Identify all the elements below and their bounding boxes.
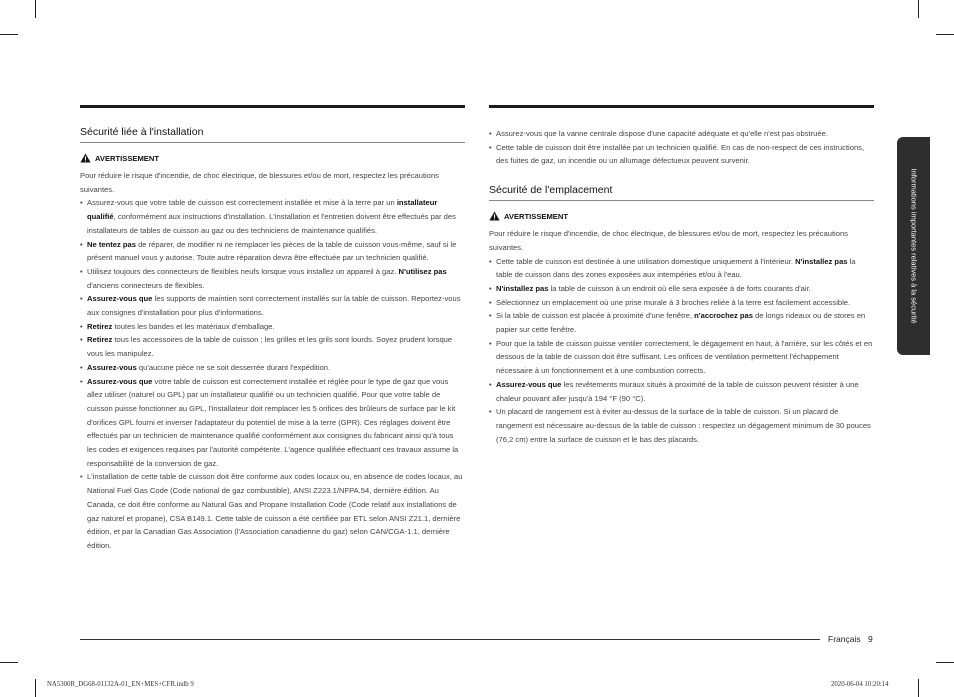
bullet-item	[80, 320, 465, 334]
bullet-text: , conformément aux instructions d'installation. L'installation et l'entretien doivent être effectués par des installateurs de tables de cuisson au gaz ou des techniciens de maintenance qualifiés.	[87, 212, 456, 235]
bullet-item	[489, 405, 874, 446]
bullet-item	[489, 141, 874, 168]
bullet-item	[80, 470, 465, 552]
footer-rule	[80, 639, 820, 640]
bullet-text: qu'aucune pièce ne se soit desserrée durant l'expédition.	[136, 362, 331, 372]
warning-label: AVERTISSEMENT	[504, 211, 568, 221]
warning-header	[489, 211, 874, 221]
crop-mark	[35, 0, 36, 18]
bullet-item	[80, 292, 465, 319]
bullet-item	[80, 361, 465, 375]
warning-header	[80, 153, 465, 163]
bullet-text: les supports de maintien sont correctement installés sur la table de cuisson. Reportez-vous aux consignes d'installation pour plus d'informations.	[87, 294, 461, 318]
bullet-text: toutes les bandes et les matériaux d'emballage.	[112, 321, 275, 331]
bullet-item	[80, 333, 465, 360]
bullet-text: votre table de cuisson est correctement installée et réglée pour le type de gaz que vous allez utiliser (naturel ou GPL) par un installateur qualifié ou un technicien qualifié. Pour que votre table de cuisson puisse fonctionner au GPL, l'installateur doit remplacer les 5 orifices des brûleurs de surface par le kit d'orifices GPL fourni et inverser l'adaptateur du potentiel de mise à la terre (GPR). Ces réglages doivent être effectués par un technicien de maintenance qualifié conformément aux consignes du fabricant ainsi qu'à tous les codes et exigences requises par l'autorité compétente. L'agence qualifiée effectuant ces travaux assume la responsabilité de la conversion de gaz.	[87, 376, 459, 468]
crop-mark	[35, 679, 36, 697]
bullet-text: Un placard de rangement est à éviter au-dessus de la surface de la table de cuisson. Si un placard de rangement est nécessaire au-dessus de la table de cuisson : respectez un dégagement minimum de 30 pouces (76,2 cm) entre la surface de cuisson et le bas des placards.	[496, 407, 871, 444]
bullet-keyword: Assurez-vous	[87, 362, 137, 372]
bullet-item	[489, 282, 874, 296]
bullet-keyword: N'utilisez pas	[398, 266, 447, 276]
bullet-text: la table de cuisson dans des zones exposées aux intempéries et/ou à l'eau.	[496, 256, 856, 280]
bullet-text: Utilisez toujours des connecteurs de flexibles neufs lorsque vous installez un appareil à gaz.	[87, 266, 399, 276]
print-slug-date: 2020-06-04 10:20:14	[831, 681, 889, 688]
footer-language: Français	[828, 634, 861, 644]
section-title-installation: Sécurité liée à l'installation	[80, 126, 465, 143]
crop-mark	[936, 34, 954, 35]
crop-mark	[918, 679, 919, 697]
bullet-list-continued	[489, 127, 874, 168]
bullet-item	[80, 196, 465, 237]
bullet-keyword: N'installez pas	[795, 256, 848, 266]
bullet-item	[489, 255, 874, 282]
bullet-item	[80, 238, 465, 265]
bullet-text: la table de cuisson à un endroit où elle sera exposée à de forts courants d'air.	[548, 283, 811, 293]
bullet-keyword: Retirez	[87, 321, 113, 331]
bullet-text: Sélectionnez un emplacement où une prise murale à 3 broches reliée à la terre est facilement accessible.	[496, 297, 851, 307]
warning-intro: Pour réduire le risque d'incendie, de choc électrique, de blessures et/ou de mort, respectez les précautions suivantes.	[489, 229, 848, 252]
bullet-item	[489, 127, 874, 141]
bullet-keyword: Assurez-vous que	[87, 294, 153, 304]
warning-label: AVERTISSEMENT	[95, 153, 159, 163]
crop-mark	[0, 34, 18, 35]
warning-triangle-icon	[489, 211, 500, 221]
bullet-text: de réparer, de modifier ni ne remplacer les pièces de la table de cuisson vous-même, sauf si le présent manuel vous y autorise. Toute autre réparation devra être effectuée par un technicien qualifié.	[87, 239, 457, 263]
crop-mark	[936, 662, 954, 663]
bullet-text: Si la table de cuisson est placée à proximité d'une fenêtre,	[496, 311, 695, 321]
bullet-keyword: n'accrochez pas	[694, 311, 753, 321]
left-column	[80, 105, 465, 553]
crop-mark	[0, 662, 18, 663]
bullet-text: d'anciens connecteurs de flexibles.	[87, 280, 205, 290]
bullet-text: L'installation de cette table de cuisson doit être conforme aux codes locaux ou, en absence de codes locaux, au National Fuel Gas Code (Code national de gaz combustible), ANSI Z223.1/NFPA.54, dernière édition. Au Canada, ce doit être conforme au Natural Gas and Propane Installation Code (Code relatif aux installations de gaz naturel et propane), CSA B149.1. Cette table de cuisson a été certifiée par ETL selon ANSI Z21.1, dernière édition, et par la Canadian Gas Association (l'Association canadienne du gaz) selon CAN/CGA-1.1, dernière édition.	[87, 472, 463, 550]
bullet-keyword: Assurez-vous que	[87, 376, 153, 386]
section-title-location: Sécurité de l'emplacement	[489, 184, 874, 201]
bullet-keyword: installateur qualifié	[87, 198, 438, 222]
column-top-rule	[80, 105, 465, 108]
bullet-item	[489, 378, 874, 405]
bullet-item	[80, 375, 465, 471]
bullet-item	[489, 337, 874, 378]
bullet-keyword: Assurez-vous que	[496, 379, 562, 389]
bullet-text: les revêtements muraux situés à proximité de la table de cuisson peuvent résister à une chaleur pouvant aller jusqu'à 194 °F (90 °C).	[496, 379, 859, 403]
bullet-keyword: Retirez	[87, 335, 113, 345]
bullet-text: de longs rideaux ou de stores en papier sur cette fenêtre.	[496, 311, 866, 335]
bullet-text: Cette table de cuisson doit être installée par un technicien qualifié. En cas de non-respect de ces instructions, des fuites de gaz, un incendie ou un allumage défectueux peuvent survenir.	[496, 142, 865, 166]
warning-intro: Pour réduire le risque d'incendie, de choc électrique, de blessures et/ou de mort, respectez les précautions suivantes.	[80, 171, 439, 194]
bullet-text: Pour que la table de cuisson puisse ventiler correctement, le dégagement en haut, à l'arrière, sur les côtés et en dessous de la table de cuisson doit être suffisant. Les orifices de ventilation permettent l'échappement nécessaire à un fonctionnement et à une combustion corrects.	[496, 338, 873, 376]
chapter-side-tab	[897, 137, 930, 355]
bullet-item	[489, 296, 874, 310]
page-number: 9	[868, 634, 873, 644]
bullet-keyword: Ne tentez pas	[87, 239, 136, 249]
print-slug-file: NA5300R_DG68-01132A-01_EN+MES+CFR.indb 9	[47, 681, 194, 688]
column-top-rule	[489, 105, 874, 108]
bullet-list	[80, 196, 465, 552]
bullet-text: Cette table de cuisson est destinée à une utilisation domestique uniquement à l'intérieur.	[496, 256, 796, 266]
chapter-side-tab-label: Informations importantes relatives à la sécurité	[909, 168, 918, 324]
bullet-item	[489, 309, 874, 336]
bullet-text: Assurez-vous que la vanne centrale dispose d'une capacité adéquate et qu'elle n'est pas obstruée.	[496, 129, 828, 138]
bullet-list	[489, 255, 874, 447]
bullet-text: tous les accessoires de la table de cuisson ; les grilles et les grils sont lourds. Soyez prudent lorsque vous les manipulez.	[87, 335, 453, 359]
warning-triangle-icon	[80, 153, 91, 163]
bullet-keyword: N'installez pas	[496, 283, 549, 293]
bullet-text: Assurez-vous que votre table de cuisson est correctement installée et mise à la terre par un	[87, 198, 397, 208]
right-column	[489, 105, 874, 446]
bullet-item	[80, 265, 465, 292]
crop-mark	[918, 0, 919, 18]
